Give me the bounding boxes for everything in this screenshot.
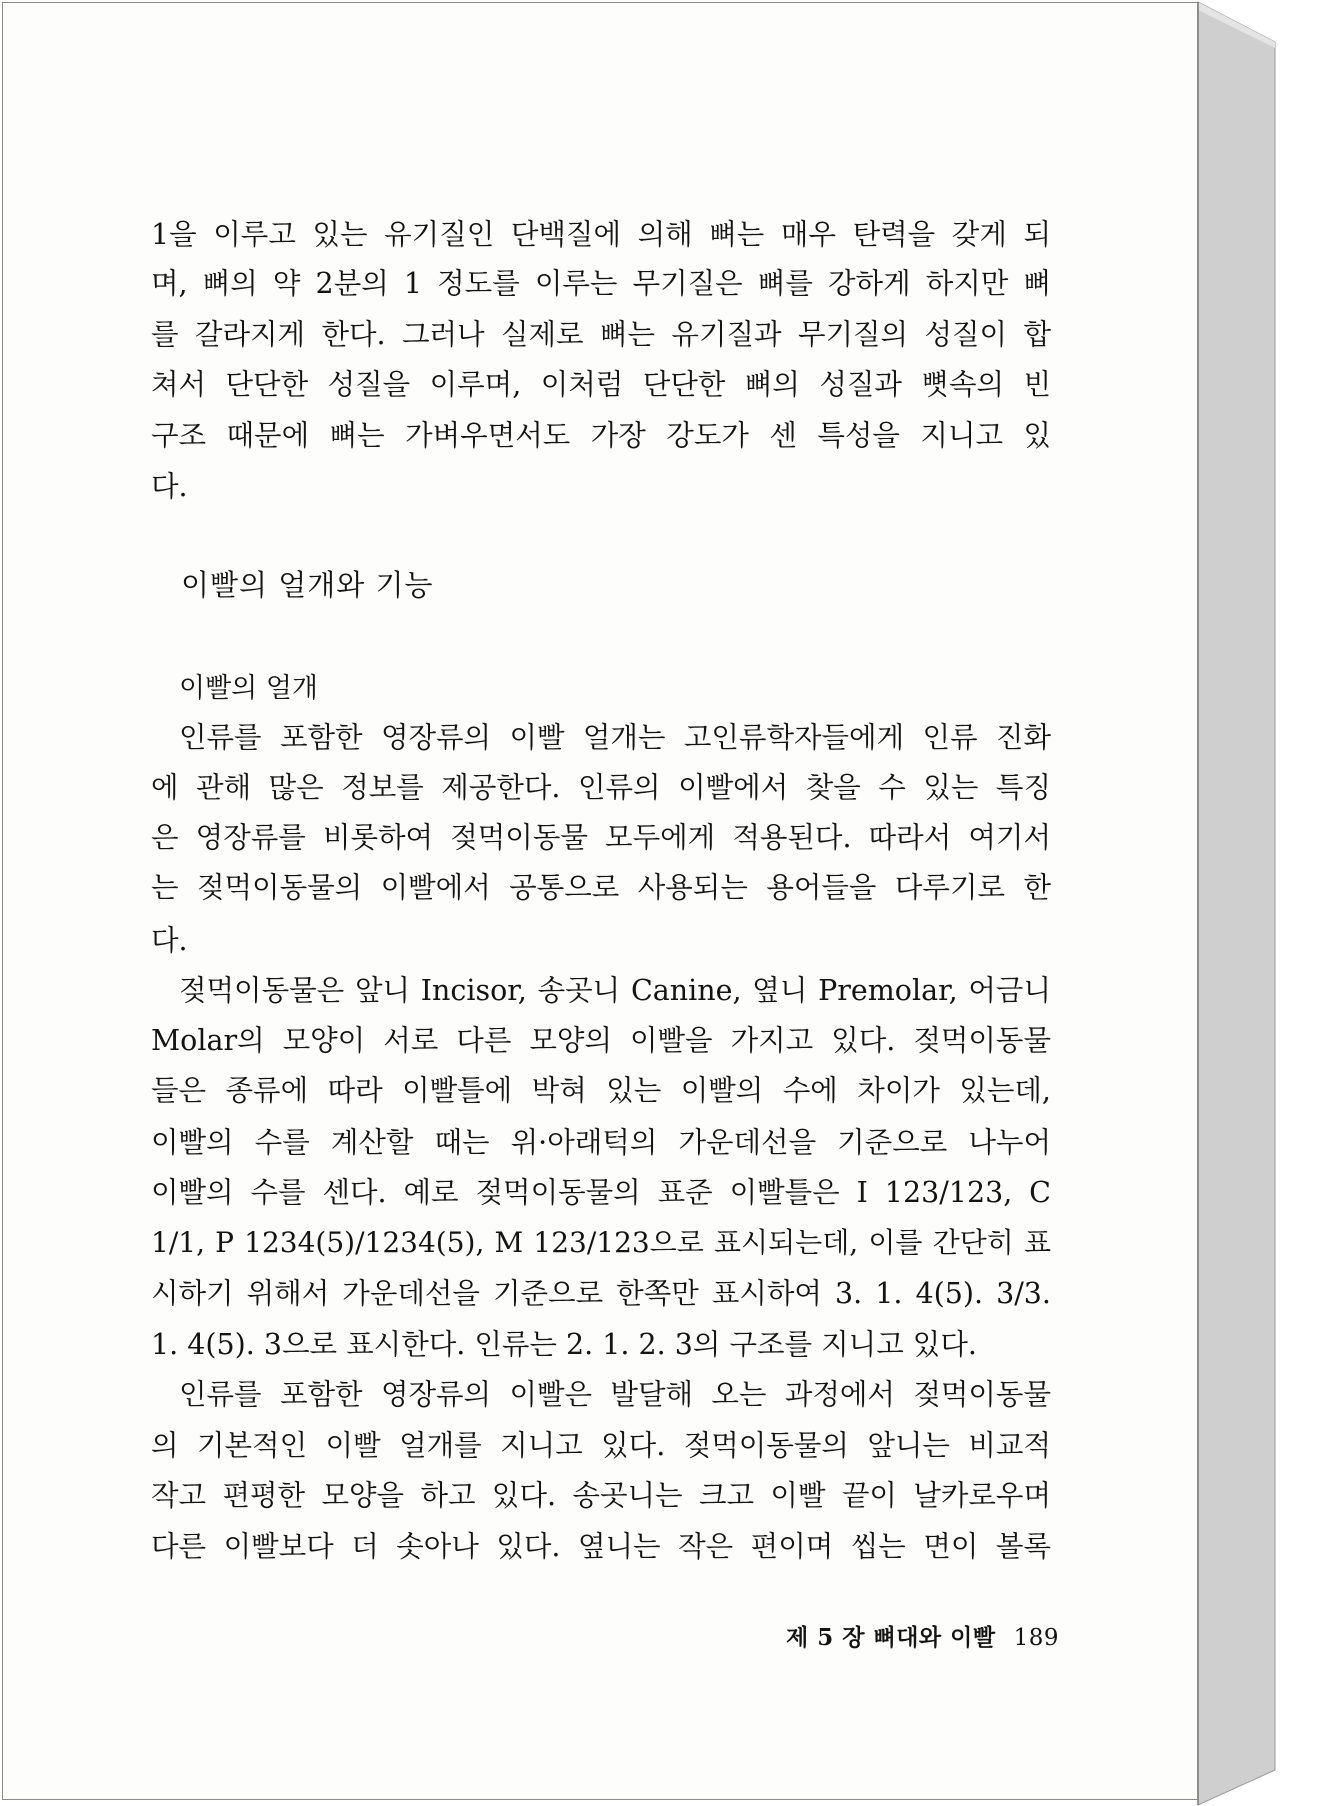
paragraph-line: 인류를 포함한 영장류의 이빨은 발달해 오는 과정에서 젖먹이동물 xyxy=(179,1378,1051,1411)
paragraph-line: 에 관해 많은 정보를 제공한다. 인류의 이빨에서 찾을 수 있는 특징 xyxy=(151,771,1051,804)
paragraph-line: 은 영장류를 비롯하여 젖먹이동물 모두에게 적용된다. 따라서 여기서 xyxy=(151,821,1051,854)
running-footer-chapter: 제 5 장 뼈대와 이빨 xyxy=(786,1624,996,1651)
paragraph-line: 다. xyxy=(151,924,188,957)
page-footer xyxy=(786,1619,1059,1652)
paragraph-line: 다른 이빨보다 더 솟아나 있다. 옆니는 작은 편이며 씹는 면이 볼록 xyxy=(151,1530,1051,1563)
paragraph-line: 며, 뼈의 약 2분의 1 정도를 이루는 무기질은 뼈를 강하게 하지만 뼈 xyxy=(151,267,1051,300)
paragraph-line: 이빨의 수를 계산할 때는 위·아래턱의 가운데선을 기준으로 나누어 xyxy=(151,1126,1051,1159)
paragraph-line: 작고 편평한 모양을 하고 있다. 송곳니는 크고 이빨 끝이 날카로우며 xyxy=(151,1479,1051,1512)
paragraph-line: 1. 4(5). 3으로 표시한다. 인류는 2. 1. 2. 3의 구조를 지니고 있다. xyxy=(151,1328,977,1361)
paragraph-line: 구조 때문에 뼈는 가벼우면서도 가장 강도가 센 특성을 지니고 있 xyxy=(151,419,1051,452)
paragraph-line: 들은 종류에 따라 이빨틀에 박혀 있는 이빨의 수에 차이가 있는데, xyxy=(151,1074,1051,1107)
paragraph-line: 를 갈라지게 한다. 그러나 실제로 뼈는 유기질과 무기질의 성질이 합 xyxy=(151,318,1051,351)
paragraph-line: Molar의 모양이 서로 다른 모양의 이빨을 가지고 있다. 젖먹이동물 xyxy=(151,1024,1051,1057)
paragraph-line: 시하기 위해서 가운데선을 기준으로 한쪽만 표시하여 3. 1. 4(5). 3/3. xyxy=(151,1277,1051,1310)
document-page xyxy=(2,2,1198,1800)
paragraph-line: 1/1, P 1234(5)/1234(5), M 123/123으로 표시되는데, 이를 간단히 표 xyxy=(151,1226,1051,1259)
paragraph-line: 의 기본적인 이빨 얼개를 지니고 있다. 젖먹이동물의 앞니는 비교적 xyxy=(151,1429,1051,1462)
paragraph-line: 1을 이루고 있는 유기질인 단백질에 의해 뼈는 매우 탄력을 갖게 되 xyxy=(151,218,1051,251)
section-heading: 이빨의 얼개와 기능 xyxy=(181,568,434,602)
paragraph-line: 다. xyxy=(151,470,188,503)
paragraph-line: 이빨의 수를 센다. 예로 젖먹이동물의 표준 이빨틀은 I 123/123, C xyxy=(151,1176,1051,1209)
paragraph-line: 인류를 포함한 영장류의 이빨 얼개는 고인류학자들에게 인류 진화 xyxy=(179,721,1051,754)
paragraph-line: 쳐서 단단한 성질을 이루며, 이처럼 단단한 뼈의 성질과 뼛속의 빈 xyxy=(151,368,1051,401)
subsection-heading: 이빨의 얼개 xyxy=(179,673,318,704)
paragraph-line: 는 젖먹이동물의 이빨에서 공통으로 사용되는 용어들을 다루기로 한 xyxy=(151,871,1051,904)
page-number: 189 xyxy=(1013,1625,1059,1651)
paragraph-line: 젖먹이동물은 앞니 Incisor, 송곳니 Canine, 옆니 Premolar, 어금니 xyxy=(179,974,1051,1007)
